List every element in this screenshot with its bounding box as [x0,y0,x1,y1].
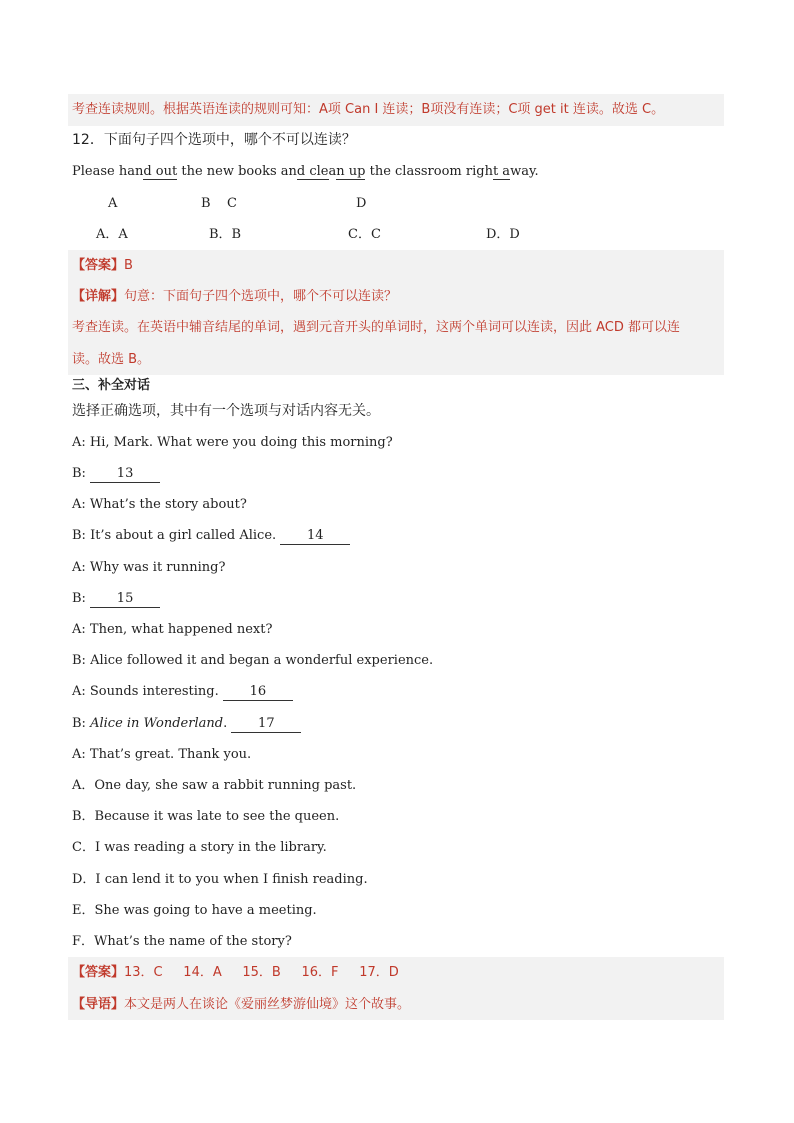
q12-stem: 12．下面句子四个选项中，哪个不可以连读？ [72,132,356,148]
detail-text: 句意：下面句子四个选项中，哪个不可以连读？ [124,289,398,304]
answer-value: B [124,258,133,273]
blank-17[interactable]: 17 [231,716,301,733]
q12-detail [72,287,397,307]
answer-tag: 【答案】 [72,965,125,980]
sentence-text: the new books an [177,164,297,179]
q12-detail-line2: 考查连读。在英语中辅音结尾的单词，遇到元音开头的单词时，这两个单词可以连读，因此 ACD 都可以连 [72,320,681,335]
choice-c: C．C [348,227,381,242]
option-a: A．One day, she saw a rabbit running past. [72,778,357,793]
answer-box-q12 [68,250,724,375]
guide-text: 本文是两人在谈论《爱丽丝梦游仙境》这个故事。 [124,997,411,1012]
marker-c: C [227,196,237,211]
dialogue-text: . [223,716,232,731]
liaison-c: n up [336,164,366,179]
dialogue-line-8: B: Alice followed it and began a wonderful experience. [72,653,434,668]
q12-detail-line3: 读。故选 B。 [72,352,151,367]
dialogue-line-5: A: Why was it running? [72,560,226,575]
speaker: B: [72,716,91,731]
marker-a: A [108,196,118,211]
guide-tag: 【导语】 [72,997,125,1012]
blank-16[interactable]: 16 [223,684,293,701]
book-title: Alice in Wonderland [90,716,224,731]
dialogue-line-2 [72,464,160,484]
answers-text: 13．C 14．A 15．B 16．F 17．D [124,965,399,980]
choice-b: B．B [209,227,242,242]
sentence-text: way. [510,164,539,179]
choice-d: D．D [486,227,520,242]
q12-answer [72,256,133,276]
dialogue-line-4 [72,526,350,546]
option-d: D．I can lend it to you when I finish reading. [72,872,368,887]
sentence-text: Please han [72,164,144,179]
marker-b: B [201,196,211,211]
section-instruction: 选择正确选项，其中有一个选项与对话内容无关。 [72,403,380,419]
option-f: F．What’s the name of the story? [72,934,292,949]
choice-a: A．A [96,227,128,242]
marker-d: D [356,196,367,211]
speaker: B: [72,591,91,606]
section3-answers [72,963,399,983]
dialogue-line-11: A: That’s great. Thank you. [72,747,252,762]
answer-tag: 【答案】 [72,258,125,273]
dialogue-line-1: A: Hi, Mark. What were you doing this morning? [72,435,393,450]
blank-13[interactable]: 13 [90,466,160,483]
dialogue-text: A: Sounds interesting. [72,684,223,699]
sentence-text: a [328,164,337,179]
blank-14[interactable]: 14 [280,528,350,545]
dialogue-line-7: A: Then, what happened next? [72,622,273,637]
q12-sentence [72,162,539,182]
option-b: B．Because it was late to see the queen. [72,809,340,824]
liaison-a: d out [143,164,178,179]
section3-guide [72,995,410,1015]
dialogue-line-6 [72,589,160,609]
sentence-text: the classroom righ [365,164,493,179]
liaison-d: t a [492,164,511,179]
dialogue-line-9 [72,682,293,702]
dialogue-text: B: It’s about a girl called Alice. [72,528,281,543]
blank-15[interactable]: 15 [90,591,160,608]
option-e: E．She was going to have a meeting. [72,903,317,918]
detail-tag: 【详解】 [72,289,125,304]
option-c: C．I was reading a story in the library. [72,840,327,855]
speaker: B: [72,466,91,481]
section-title: 三、补全对话 [72,378,151,393]
dialogue-line-10 [72,714,301,734]
explanation-q11: 考查连读规则。根据英语连读的规则可知：A项 Can I 连读；B项没有连读；C项 get it 连读。故选 C。 [72,102,665,117]
liaison-b: d cle [296,164,329,179]
dialogue-line-3: A: What’s the story about? [72,497,247,512]
